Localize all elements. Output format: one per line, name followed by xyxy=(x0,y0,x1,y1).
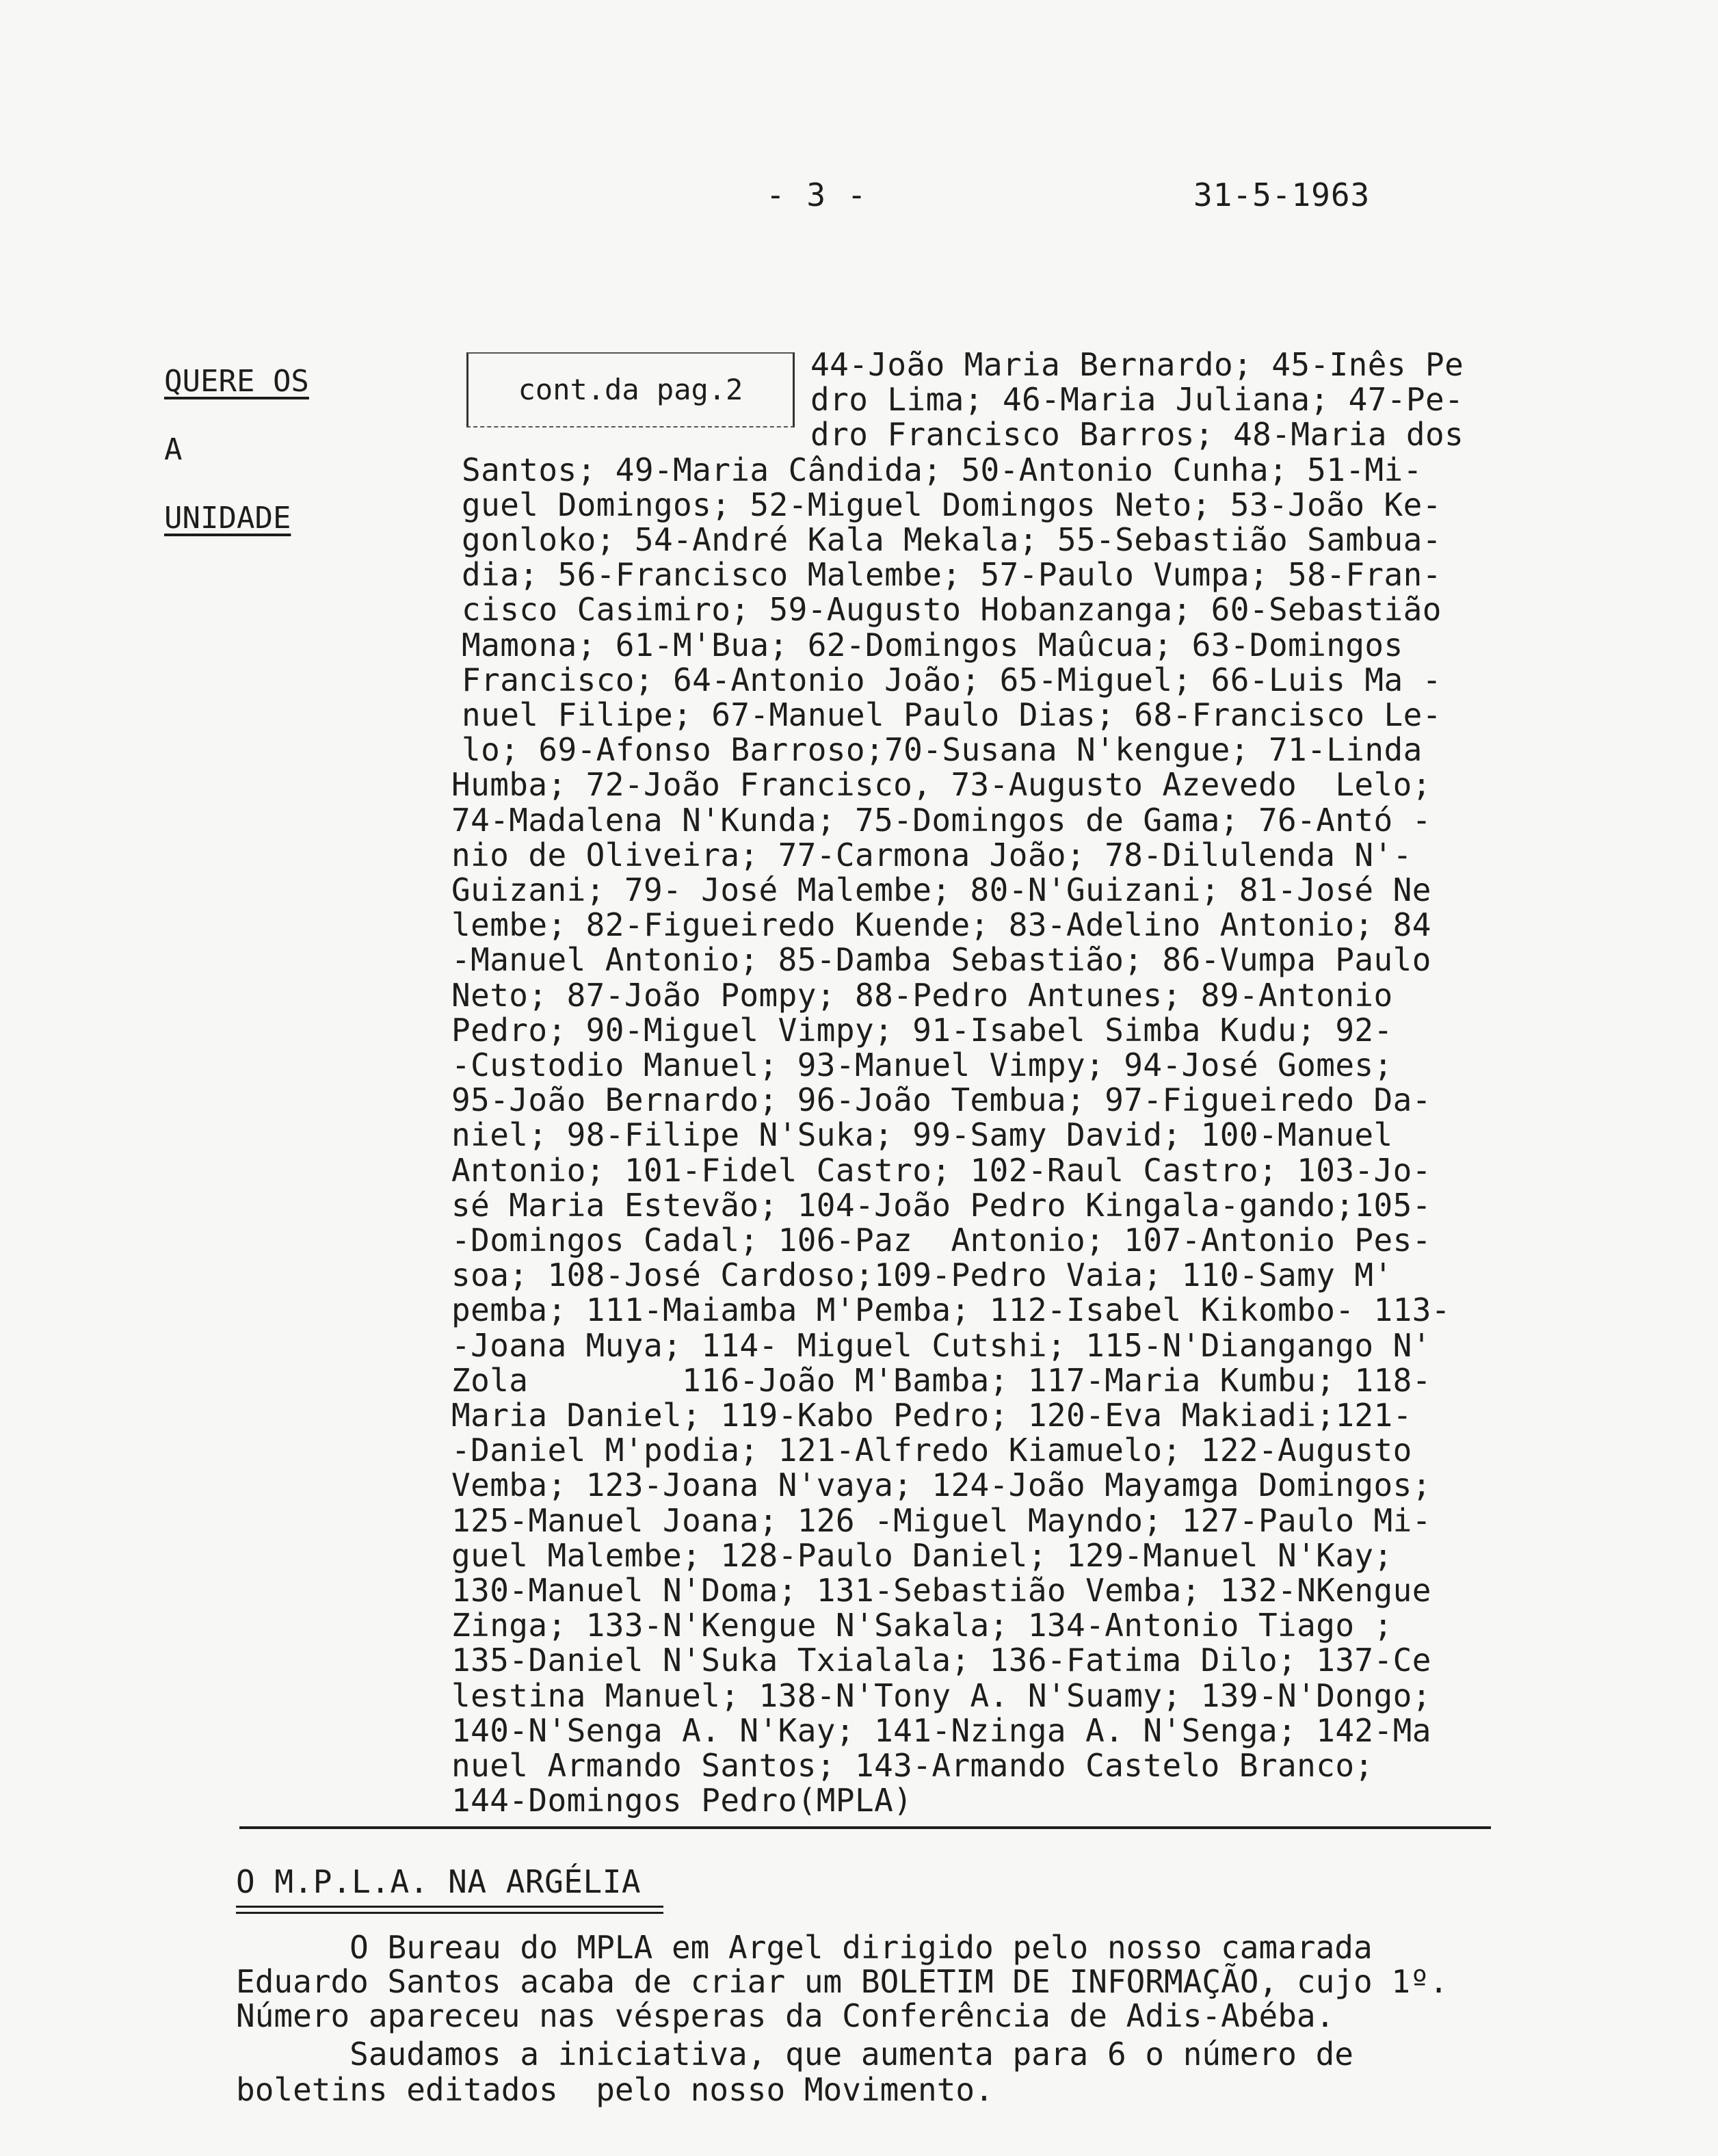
names-list-line: pemba; 111-Maiamba M'Pemba; 112-Isabel Kikombo- 113- xyxy=(451,1291,1451,1329)
names-list-line: lo; 69-Afonso Barroso;70-Susana N'kengue; 71-Linda xyxy=(462,731,1423,769)
names-list-line: guel Malembe; 128-Paulo Daniel; 129-Manuel N'Kay; xyxy=(451,1536,1393,1574)
names-list-line: Humba; 72-João Francisco, 73-Augusto Azevedo Lelo; xyxy=(451,766,1431,804)
section-paragraph-line: O Bureau do MPLA em Argel dirigido pelo nosso camarada xyxy=(236,1929,1373,1966)
section-rule xyxy=(239,1826,1491,1829)
section-paragraph-line: Eduardo Santos acaba de criar um BOLETIM DE INFORMAÇÃO, cujo 1º. xyxy=(236,1963,1449,2000)
names-list-line: nuel Armando Santos; 143-Armando Castelo Branco; xyxy=(451,1747,1374,1784)
continuation-box: cont.da pag.2 xyxy=(466,352,795,428)
names-list-line: Francisco; 64-Antonio João; 65-Miguel; 66-Luis Ma - xyxy=(462,661,1442,698)
names-list-line: dia; 56-Francisco Malembe; 57-Paulo Vumpa; 58-Fran- xyxy=(462,556,1442,594)
names-list-line: Zinga; 133-N'Kengue N'Sakala; 134-Antonio Tiago ; xyxy=(451,1607,1393,1644)
names-list-line: 74-Madalena N'Kunda; 75-Domingos de Gama; 76-Antó - xyxy=(451,801,1431,839)
sidebar-heading xyxy=(164,347,309,553)
names-list-line: cisco Casimiro; 59-Augusto Hobanzanga; 60-Sebastião xyxy=(462,591,1442,629)
names-list-line: lembe; 82-Figueiredo Kuende; 83-Adelino Antonio; 84 xyxy=(451,906,1431,944)
document-date: 31-5-1963 xyxy=(1193,176,1371,213)
names-list-line: dro Lima; 46-Maria Juliana; 47-Pe- xyxy=(810,381,1464,419)
section-paragraph-line: boletins editados pelo nosso Movimento. xyxy=(236,2071,994,2108)
section-title-underline-1 xyxy=(236,1906,663,1908)
names-list-line: Neto; 87-João Pompy; 88-Pedro Antunes; 89-Antonio xyxy=(451,976,1393,1014)
names-list-line: 44-João Maria Bernardo; 45-Inês Pe xyxy=(810,346,1464,383)
names-list-line: -Custodio Manuel; 93-Manuel Vimpy; 94-José Gomes; xyxy=(451,1047,1393,1083)
sidebar-heading-line-2: A xyxy=(164,432,183,467)
names-list-line: Mamona; 61-M'Bua; 62-Domingos Maûcua; 63-Domingos xyxy=(462,626,1403,663)
names-list-line: sé Maria Estevão; 104-João Pedro Kingala-gando;105- xyxy=(451,1186,1431,1224)
names-list-line: lestina Manuel; 138-N'Tony A. N'Suamy; 139-N'Dongo; xyxy=(451,1677,1431,1714)
section-title-underline-2 xyxy=(236,1912,663,1914)
names-list-line: 140-N'Senga A. N'Kay; 141-Nzinga A. N'Senga; 142-Ma xyxy=(451,1711,1431,1749)
names-list-line: Maria Daniel; 119-Kabo Pedro; 120-Eva Makiadi;121- xyxy=(451,1397,1412,1434)
names-list-line: -Manuel Antonio; 85-Damba Sebastião; 86-Vumpa Paulo xyxy=(451,941,1431,979)
names-list-line: soa; 108-José Cardoso;109-Pedro Vaia; 110-Samy M' xyxy=(451,1257,1393,1294)
names-list-line: nio de Oliveira; 77-Carmona João; 78-Dilulenda N'- xyxy=(451,836,1412,873)
names-list-line: -Joana Muya; 114- Miguel Cutshi; 115-N'Diangango N' xyxy=(451,1326,1431,1364)
section-paragraph-line: Saudamos a iniciativa, que aumenta para 6 o número de xyxy=(236,2036,1353,2073)
names-list-line: -Daniel M'podia; 121-Alfredo Kiamuelo; 122-Augusto xyxy=(451,1432,1412,1469)
names-list-line: Pedro; 90-Miguel Vimpy; 91-Isabel Simba Kudu; 92- xyxy=(451,1011,1393,1049)
names-list-line: 125-Manuel Joana; 126 -Miguel Mayndo; 127-Paulo Mi- xyxy=(451,1501,1431,1539)
names-list-line: -Domingos Cadal; 106-Paz Antonio; 107-Antonio Pes- xyxy=(451,1222,1431,1259)
sidebar-heading-line-1: QUERE OS xyxy=(164,364,309,399)
names-list-line: dro Francisco Barros; 48-Maria dos xyxy=(810,416,1464,453)
names-list-line: 130-Manuel N'Doma; 131-Sebastião Vemba; 132-NKengue xyxy=(451,1572,1431,1609)
names-list-line: Zola 116-João M'Bamba; 117-Maria Kumbu; 118- xyxy=(451,1361,1431,1399)
names-list-line: Santos; 49-Maria Cândida; 50-Antonio Cunha; 51-Mi- xyxy=(462,451,1423,488)
names-list-line: gonloko; 54-André Kala Mekala; 55-Sebastião Sambua- xyxy=(462,521,1442,558)
sidebar-heading-line-3: UNIDADE xyxy=(164,501,291,536)
names-list-line: nuel Filipe; 67-Manuel Paulo Dias; 68-Francisco Le- xyxy=(462,696,1442,733)
names-list-line: niel; 98-Filipe N'Suka; 99-Samy David; 100-Manuel xyxy=(451,1116,1393,1154)
section-paragraph-line: Número apareceu nas vésperas da Conferência de Adis-Abéba. xyxy=(236,1997,1335,2034)
names-list-line: 95-João Bernardo; 96-João Tembua; 97-Figueiredo Da- xyxy=(451,1081,1431,1119)
names-list-line: 144-Domingos Pedro(MPLA) xyxy=(451,1782,913,1819)
section-title: O M.P.L.A. NA ARGÉLIA xyxy=(236,1863,642,1900)
names-list-line: Guizani; 79- José Malembe; 80-N'Guizani; 81-José Ne xyxy=(451,871,1431,908)
page-number: - 3 - xyxy=(766,176,868,213)
names-list-line: guel Domingos; 52-Miguel Domingos Neto; 53-João Ke- xyxy=(462,486,1442,523)
names-list-line: 135-Daniel N'Suka Txialala; 136-Fatima Dilo; 137-Ce xyxy=(451,1642,1431,1679)
names-list-line: Vemba; 123-Joana N'vaya; 124-João Mayamga Domingos; xyxy=(451,1467,1431,1504)
names-list-line: Antonio; 101-Fidel Castro; 102-Raul Castro; 103-Jo- xyxy=(451,1151,1431,1189)
